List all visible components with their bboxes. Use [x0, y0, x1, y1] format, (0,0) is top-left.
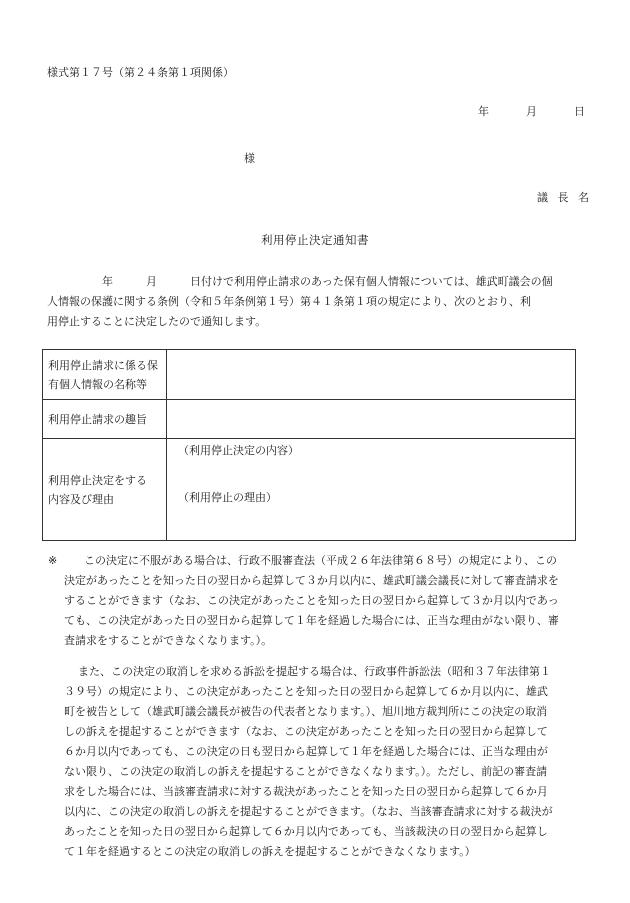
- intro-paragraph: [47, 272, 590, 332]
- intro-line: 年 月 日付けで利用停止請求のあった保有個人情報については、雄武町議会の個: [47, 275, 553, 288]
- note-line: 決定があったことを知った日の翌日から起算して３か月以内に、雄武町議会議長に対して審査請求を: [64, 574, 559, 587]
- table-value-cell[interactable]: [167, 400, 576, 439]
- note-line: ても、この決定があった日の翌日から起算して１年を経過した場合には、正当な理由がない限り、審: [64, 614, 559, 627]
- note-line: て１年を経過するとこの決定の取消しの訴えを提起することができなくなります。）: [64, 845, 476, 858]
- decision-content-label: （利用停止決定の内容）: [178, 444, 299, 457]
- date-year: 年: [478, 105, 489, 118]
- row3-label-line: 内容及び理由: [48, 492, 114, 506]
- note-line: しの訴えを提起することができます（なお、この決定があったことを知った日の翌日から起算して: [64, 725, 548, 738]
- note-line: 求をした場合には、当該審査請求に対する裁決があったことを知った日の翌日から起算して６か月: [64, 785, 548, 798]
- intro-line: 人情報の保護に関する条例（令和５年条例第１号）第４１条第１項の規定により、次のとおり、利: [47, 295, 531, 308]
- date-line: [478, 103, 585, 119]
- date-month: 月: [526, 105, 537, 118]
- note-line: [48, 551, 593, 571]
- row1-label-line: 有個人情報の名称等: [48, 377, 147, 391]
- table-row: [43, 350, 576, 400]
- note-paragraph-2: [48, 662, 593, 862]
- table-row: [43, 439, 576, 541]
- table-value-cell[interactable]: [167, 439, 576, 541]
- note-line: 町を被告として（雄武町議会議長が被告の代表者となります。）、旭川地方裁判所にこの決定の取消: [64, 705, 548, 718]
- note-line: ３９号）の規定により、この決定があったことを知った日の翌日から起算して６か月以内に、雄武: [64, 685, 548, 698]
- date-day: 日: [574, 105, 585, 118]
- note-mark: ※: [48, 554, 58, 567]
- decision-reason-label: （利用停止の理由）: [178, 491, 277, 504]
- sender-name: 議 長 名: [537, 191, 592, 204]
- note-paragraph-1: [48, 551, 593, 651]
- note-line: ６か月以内であっても、この決定の日も翌日から起算して１年を経過した場合には、正当な理由が: [64, 745, 548, 758]
- note-line: することができます（なお、この決定があったことを知った日の翌日から起算して３か月以内であっ: [64, 594, 559, 607]
- intro-line: 用停止することに決定したので通知します。: [47, 315, 267, 328]
- row3-label-line: 利用停止決定をする: [48, 473, 147, 487]
- table-label-cell: [43, 350, 167, 400]
- note-line: また、この決定の取消しを求める訴訟を提起する場合は、行政事件訴訟法（昭和３７年法律第１: [78, 665, 551, 678]
- note-line: ない限り、この決定の取消しの訴えを提起することができなくなります。）。ただし、前記の審査請: [64, 765, 548, 778]
- table-label-cell: [43, 439, 167, 541]
- form-number: 様式第１７号（第２４条第１項関係）: [47, 66, 234, 79]
- notes-section: [48, 551, 593, 862]
- document-title: 利用停止決定通知書: [261, 233, 369, 247]
- addressee-suffix: 様: [244, 152, 255, 165]
- note-line: 以内に、この決定の取消しの訴えを提起することができます。（なお、当該審査請求に対する裁決が: [64, 805, 553, 818]
- table-label-cell: 利用停止請求の趣旨: [43, 400, 167, 439]
- table-row: [43, 400, 576, 439]
- table-value-cell[interactable]: [167, 350, 576, 400]
- row1-label-line: 利用停止請求に係る保: [48, 358, 158, 372]
- note-line-text: この決定に不服がある場合は、行政不服審査法（平成２６年法律第６８号）の規定により、この: [84, 554, 557, 567]
- note-line: 査請求をすることができなくなります。）。: [64, 634, 273, 647]
- note-line: あったことを知った日の翌日から起算して６か月以内であっても、当該裁決の日の翌日から起算し: [64, 825, 548, 838]
- info-table: [42, 349, 576, 541]
